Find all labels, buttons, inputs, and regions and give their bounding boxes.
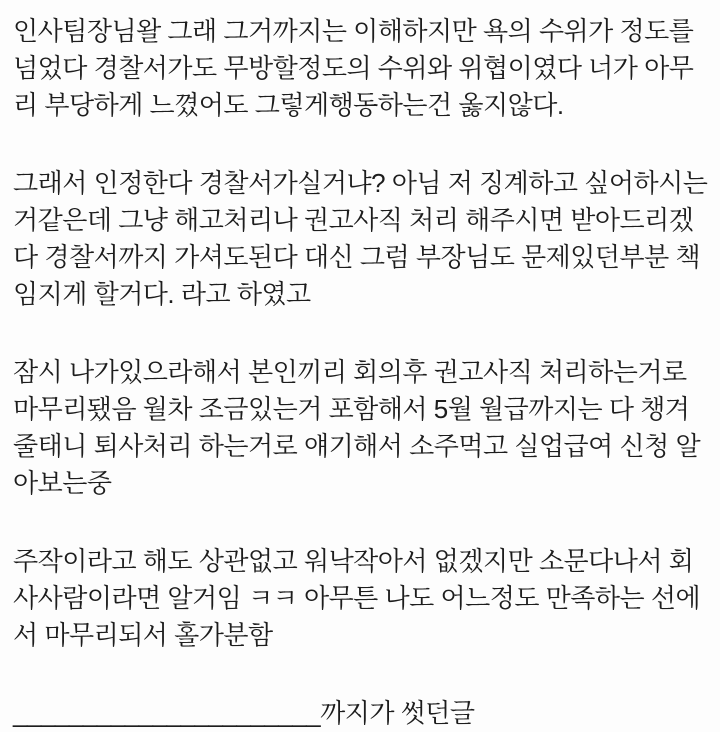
post-signoff-line: ______________________까지가 썻던글 (13, 698, 475, 728)
post-paragraph-1: 인사팀장님왈 그래 그거까지는 이해하지만 욕의 수위가 정도를 넘었다 경찰서가도 무방할정도의 수위와 위협이였다 너가 아무리 부당하게 느꼈어도 그렇게행동하는건 옳지않다. (13, 16, 694, 120)
post-paragraph-3: 잠시 나가있으라해서 본인끼리 회의후 권고사직 처리하는거로 마무리됐음 월차 조금있는거 포함해서 5월 월급까지는 다 챙겨줄태니 퇴사처리 하는거로 얘기해서 소주먹고 실업급여 신청 알아보는중 (13, 357, 701, 498)
post-paragraph-4: 주작이라고 해도 상관없고 워낙작아서 없겠지만 소문다나서 회사사람이라면 알거임 ㅋㅋ 아무튼 나도 어느정도 만족하는 선에서 마무리되서 홀가분함 (13, 546, 701, 650)
post-paragraph-2: 그래서 인정한다 경찰서가실거냐? 아님 저 징계하고 싶어하시는거같은데 그냥 해고처리나 권고사직 처리 해주시면 받아드리겠다 경찰서까지 가셔도된다 대신 그럼 부장님도 문제있던부분 책임지게 할거다. 라고 하였고 (13, 168, 708, 309)
